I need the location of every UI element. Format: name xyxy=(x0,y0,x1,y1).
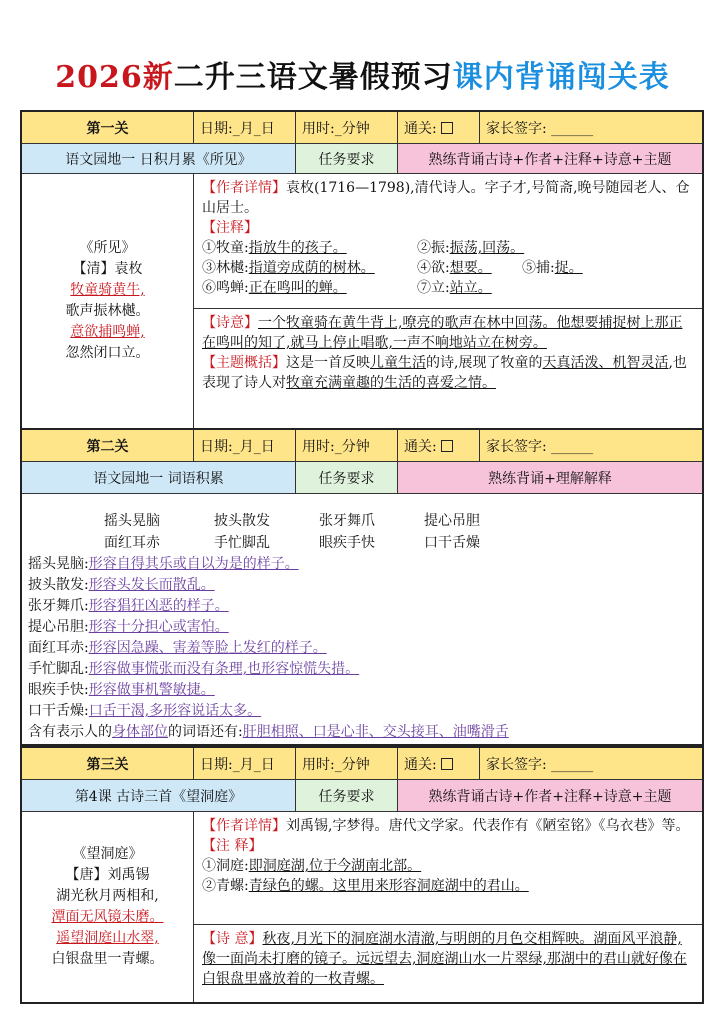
idiom-item: 口干舌燥 xyxy=(424,535,480,551)
note-key: ③林樾: xyxy=(202,260,249,276)
theme-highlight: 天真活泼、机智灵活 xyxy=(542,355,669,371)
level3-pass xyxy=(398,748,480,779)
level3-task-label: 任务要求 xyxy=(296,780,398,811)
definition-key: 披头散发: xyxy=(28,577,89,593)
level3-poem xyxy=(22,812,194,1002)
theme-text: 的诗,展现了牧童的 xyxy=(426,355,543,371)
level3-date-field[interactable]: 日期:_月_日 xyxy=(194,748,296,779)
level1-header-row xyxy=(22,112,702,144)
level1-time-field[interactable]: 用时:_分钟 xyxy=(296,112,398,143)
level3-sign-field[interactable]: 家长签字: ______ xyxy=(480,748,702,779)
pass-label: 通关: xyxy=(404,756,437,773)
definition-row xyxy=(28,701,696,722)
level1-table xyxy=(20,110,704,430)
level3-requirement: 熟练背诵古诗+作者+注释+诗意+主题 xyxy=(398,780,702,811)
note-value: 站立。 xyxy=(449,280,492,296)
theme-highlight: 儿童生活 xyxy=(370,355,426,371)
definition-key: 摇头晃脑: xyxy=(28,556,89,572)
poem-line: 忽然闭口立。 xyxy=(65,345,150,361)
meaning-text: 秋夜,月光下的洞庭湖水清澈,与明朗的月色交相辉映。湖面风平浪静,像一面尚未打磨的镜子。远远望去,洞庭湖山水一片翠绿,那湖中的君山就好像在白银盘里盛放着的一枚青螺。 xyxy=(202,931,687,987)
definition-row xyxy=(28,575,696,596)
definition-value: 形容十分担心或害怕。 xyxy=(88,619,229,635)
author-tag: 【作者详情】 xyxy=(202,180,286,196)
level2-sign-field[interactable]: 家长签字: ______ xyxy=(480,430,702,461)
note-value: 即洞庭湖,位于今湖南北部。 xyxy=(248,858,422,874)
level2-header-row xyxy=(22,430,702,462)
level3-header-row xyxy=(22,748,702,780)
definition-value: 形容做事机警敏捷。 xyxy=(88,682,215,698)
level2-task-label: 任务要求 xyxy=(296,462,398,493)
definition-value: 口舌干渴,多形容说话太多。 xyxy=(88,703,262,719)
extra-text: 的词语还有: xyxy=(168,724,243,740)
note-value: 正在鸣叫的蝉。 xyxy=(248,280,347,296)
note-key: ⑤捕: xyxy=(522,260,555,276)
idiom-list xyxy=(22,494,702,554)
definition-row xyxy=(28,596,696,617)
level1-author-notes xyxy=(194,174,702,308)
extra-row xyxy=(28,722,696,743)
theme-highlight: 牧童充满童趣的生活的喜爱之情。 xyxy=(286,375,496,391)
poem-line: 潭面无风镜未磨。 xyxy=(51,909,164,925)
theme-tag: 【主题概括】 xyxy=(202,355,286,371)
level3-content-row xyxy=(22,812,702,1002)
author-text: 刘禹锡,字梦得。唐代文学家。代表作有《陋室铭》《乌衣巷》等。 xyxy=(286,818,690,834)
title-year: 2026 xyxy=(55,60,143,95)
idiom-item: 张牙舞爪 xyxy=(319,513,375,529)
level2-date-field[interactable]: 日期:_月_日 xyxy=(194,430,296,461)
note-value: 青绿色的螺。这里用来形容洞庭湖中的君山。 xyxy=(248,878,529,894)
definition-value: 形容因急躁、害羞等脸上发红的样子。 xyxy=(88,640,327,656)
meaning-tag: 【诗意】 xyxy=(202,315,258,331)
idiom-item: 摇头晃脑 xyxy=(104,513,160,529)
level3-details xyxy=(194,812,702,1002)
author-text: 袁枚(1716—1798),清代诗人。字子才,号简斋,晚号随园老人、仓山居士。 xyxy=(202,180,690,216)
definition-value: 形容做事慌张而没有条理,也形容惊慌失措。 xyxy=(88,661,360,677)
theme-text: ,也表现了诗人对 xyxy=(202,355,687,391)
definition-row xyxy=(28,617,696,638)
poem-line: 白银盘里一青螺。 xyxy=(51,951,164,967)
note-key: ⑥鸣蝉: xyxy=(202,280,249,296)
definition-row xyxy=(28,638,696,659)
note-key: ②青螺: xyxy=(202,878,249,894)
extra-idioms: 肝胆相照、口是心非、交头接耳、油嘴滑舌 xyxy=(242,724,509,740)
level2-task-row xyxy=(22,462,702,494)
author-tag: 【作者详情】 xyxy=(202,818,286,834)
title-sub: 课内背诵闯关表 xyxy=(452,60,670,95)
level2-content xyxy=(22,494,702,744)
idiom-item: 披头散发 xyxy=(214,513,270,529)
definition-value: 形容自得其乐或自以为是的样子。 xyxy=(88,556,299,572)
idiom-item: 面红耳赤 xyxy=(104,535,160,551)
level3-author-notes xyxy=(194,812,702,924)
level1-task-label: 任务要求 xyxy=(296,144,398,173)
poem-line: 歌声振林樾。 xyxy=(65,303,150,319)
page-title xyxy=(0,52,725,96)
level1-task-row xyxy=(22,144,702,174)
extra-text: 含有表示人的 xyxy=(28,724,112,740)
definition-row xyxy=(28,680,696,701)
poem-line: 牧童骑黄牛, xyxy=(70,282,145,298)
level1-name: 第一关 xyxy=(22,112,194,143)
meaning-text: 一个牧童骑在黄牛背上,嘹亮的歌声在林中回荡。他想要捕捉树上那正在鸣叫的知了,就马上停止唱歌,一声不响地站立在树旁。 xyxy=(202,315,683,351)
level1-meaning-theme xyxy=(194,308,702,428)
level1-lesson: 语文园地一 日积月累《所见》 xyxy=(22,144,296,173)
level3-time-field[interactable]: 用时:_分钟 xyxy=(296,748,398,779)
poem-line: 意欲捕鸣蝉, xyxy=(70,324,145,340)
definition-key: 口干舌燥: xyxy=(28,703,89,719)
level3-lesson: 第4课 古诗三首《望洞庭》 xyxy=(22,780,296,811)
level2-requirement: 熟练背诵+理解解释 xyxy=(398,462,702,493)
note-value: 振荡,回荡。 xyxy=(449,240,525,256)
level1-pass xyxy=(398,112,480,143)
note-key: ①牧童: xyxy=(202,240,249,256)
definition-row xyxy=(28,659,696,680)
note-key: ⑦立: xyxy=(417,280,450,296)
poem-title: 《所见》 xyxy=(79,240,136,256)
level1-date-field[interactable]: 日期:_月_日 xyxy=(194,112,296,143)
note-value: 捉。 xyxy=(554,260,583,276)
level3-meaning xyxy=(194,924,702,1002)
idiom-item: 眼疾手快 xyxy=(319,535,375,551)
poem-author: 【清】袁枚 xyxy=(72,261,143,277)
level3-name: 第三关 xyxy=(22,748,194,779)
poem-title: 《望洞庭》 xyxy=(72,846,143,862)
level3-task-row xyxy=(22,780,702,812)
note-value: 指放牛的孩子。 xyxy=(248,240,347,256)
level2-pass xyxy=(398,430,480,461)
level1-requirement: 熟练背诵古诗+作者+注释+诗意+主题 xyxy=(398,144,702,173)
level2-name: 第二关 xyxy=(22,430,194,461)
level1-poem xyxy=(22,174,194,428)
note-key: ④欲: xyxy=(417,260,450,276)
level2-table xyxy=(20,430,704,746)
definition-key: 张牙舞爪: xyxy=(28,598,89,614)
pass-label: 通关: xyxy=(404,120,437,137)
notes-tag: 【注 释】 xyxy=(202,838,263,854)
note-key: ①洞庭: xyxy=(202,858,249,874)
poem-author: 【唐】刘禹锡 xyxy=(65,867,150,883)
note-key: ②振: xyxy=(417,240,450,256)
extra-highlight: 身体部位 xyxy=(112,724,168,740)
notes-tag: 【注释】 xyxy=(202,220,258,236)
level2-pass-checkbox[interactable] xyxy=(441,440,453,452)
title-new: 新 xyxy=(142,60,174,95)
level1-content-row xyxy=(22,174,702,428)
definition-key: 提心吊胆: xyxy=(28,619,89,635)
note-value: 指道旁成荫的树林。 xyxy=(248,260,375,276)
poem-line: 遥望洞庭山水翠, xyxy=(56,930,159,946)
note-value: 想要。 xyxy=(449,260,492,276)
level1-sign-field[interactable]: 家长签字: ______ xyxy=(480,112,702,143)
level3-table xyxy=(20,746,704,1004)
theme-text: 这是一首反映 xyxy=(286,355,370,371)
definition-list xyxy=(22,554,702,743)
definition-row xyxy=(28,554,696,575)
idiom-item: 提心吊胆 xyxy=(424,513,480,529)
definition-value: 形容猖狂凶恶的样子。 xyxy=(88,598,229,614)
meaning-tag: 【诗 意】 xyxy=(202,931,263,947)
level2-lesson: 语文园地一 词语积累 xyxy=(22,462,296,493)
definition-key: 面红耳赤: xyxy=(28,640,89,656)
definition-value: 形容头发长而散乱。 xyxy=(88,577,215,593)
level1-pass-checkbox[interactable] xyxy=(441,122,453,134)
pass-label: 通关: xyxy=(404,438,437,455)
level1-details xyxy=(194,174,702,428)
poem-line: 湖光秋月两相和, xyxy=(56,888,159,904)
title-main: 二升三语文暑假预习 xyxy=(173,60,453,95)
idiom-item: 手忙脚乱 xyxy=(214,535,270,551)
level2-time-field[interactable]: 用时:_分钟 xyxy=(296,430,398,461)
definition-key: 眼疾手快: xyxy=(28,682,89,698)
level3-pass-checkbox[interactable] xyxy=(441,758,453,770)
definition-key: 手忙脚乱: xyxy=(28,661,89,677)
